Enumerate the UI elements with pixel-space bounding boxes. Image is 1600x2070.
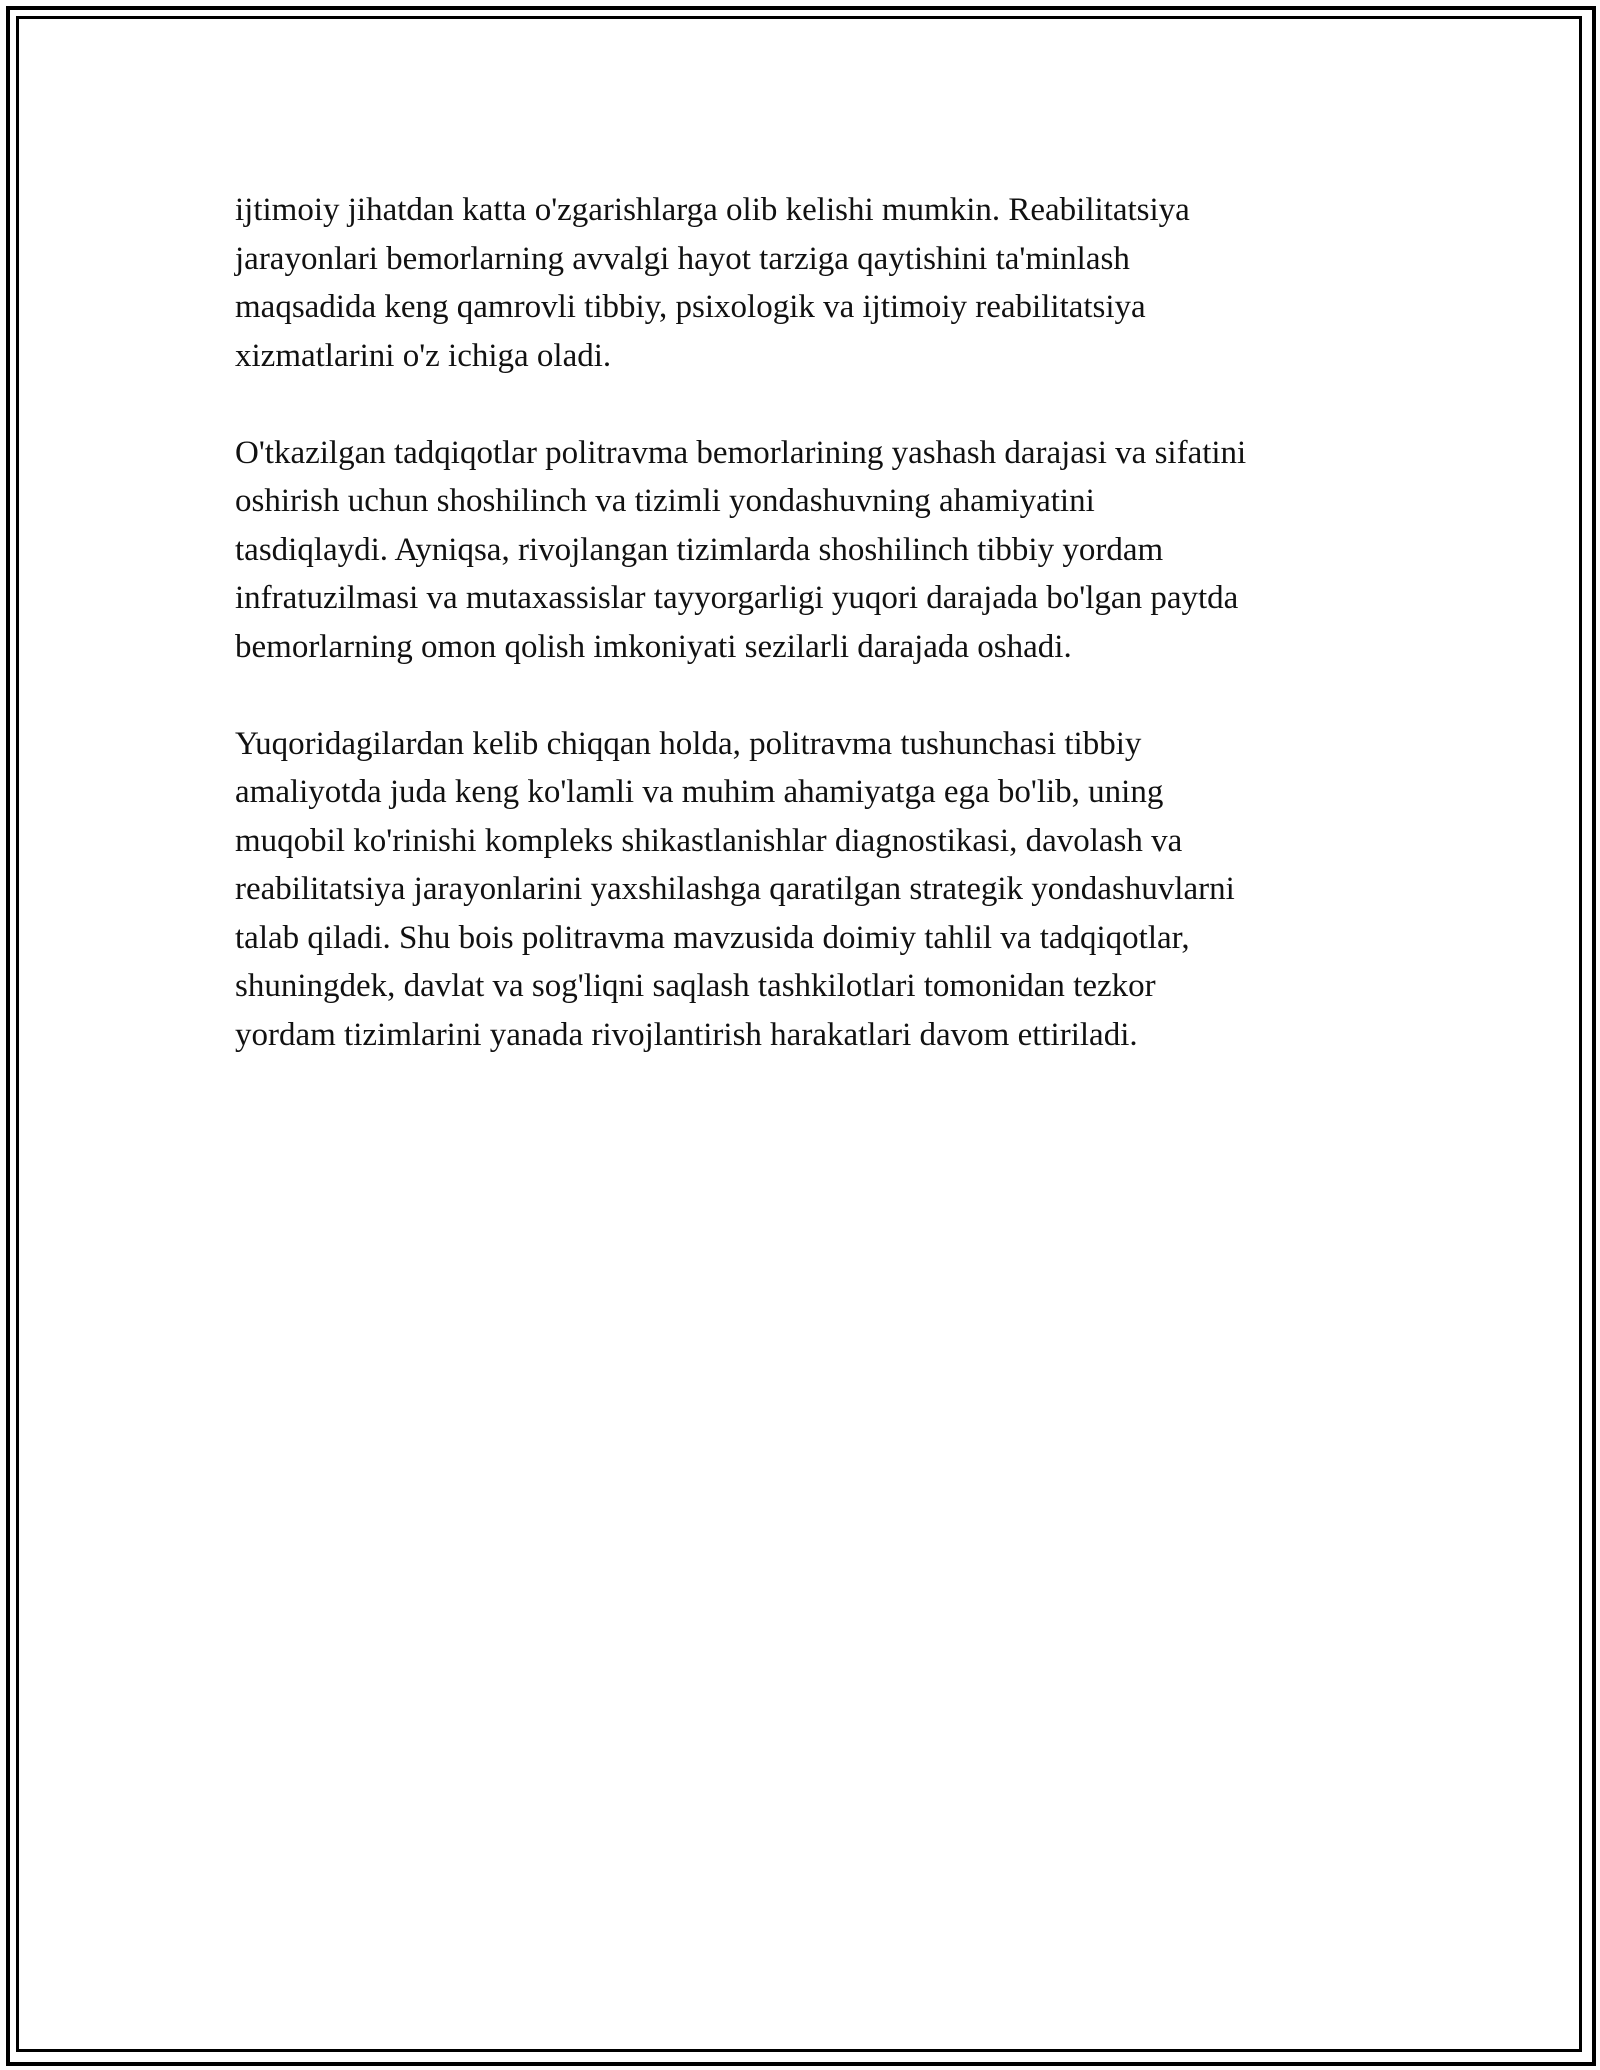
text-line: ijtimoiy jihatdan katta o'zgarishlarga olib kelishi mumkin. Reabilitatsiya bbox=[235, 192, 1190, 228]
text-line: Yuqoridagilardan kelib chiqqan holda, politravma tushunchasi tibbiy bbox=[235, 725, 1142, 762]
text-line: muqobil ko'rinishi kompleks shikastlanishlar diagnostikasi, davolash va bbox=[235, 822, 1183, 859]
text-line: jarayonlari bemorlarning avvalgi hayot tarziga qaytishini ta'minlash bbox=[235, 240, 1130, 277]
paragraph-3 bbox=[235, 720, 1370, 1060]
paragraph-1 bbox=[235, 186, 1370, 380]
paragraph-2 bbox=[235, 429, 1370, 672]
text-line: O'tkazilgan tadqiqotlar politravma bemorlarining yashash darajasi va sifatini bbox=[235, 434, 1247, 471]
text-line: amaliyotda juda keng ko'lamli va muhim ahamiyatga ega bo'lib, uning bbox=[235, 774, 1164, 810]
text-line: tasdiqlaydi. Ayniqsa, rivojlangan tizimlarda shoshilinch tibbiy yordam bbox=[235, 531, 1164, 568]
document-body bbox=[235, 186, 1370, 1108]
text-line: yordam tizimlarini yanada rivojlantirish harakatlari davom ettiriladi. bbox=[235, 1016, 1138, 1053]
text-line: oshirish uchun shoshilinch va tizimli yondashuvning ahamiyatini bbox=[235, 483, 1095, 519]
text-line: reabilitatsiya jarayonlarini yaxshilashga qaratilgan strategik yondashuvlarni bbox=[235, 871, 1235, 907]
text-line: infratuzilmasi va mutaxassislar tayyorgarligi yuqori darajada bo'lgan paytda bbox=[235, 580, 1239, 616]
text-line: xizmatlarini o'z ichiga oladi. bbox=[235, 337, 612, 374]
text-line: bemorlarning omon qolish imkoniyati sezilarli darajada oshadi. bbox=[235, 628, 1072, 665]
text-line: shuningdek, davlat va sog'liqni saqlash tashkilotlari tomonidan tezkor bbox=[235, 968, 1156, 1004]
text-line: talab qiladi. Shu bois politravma mavzusida doimiy tahlil va tadqiqotlar, bbox=[235, 919, 1190, 956]
text-line: maqsadida keng qamrovli tibbiy, psixologik va ijtimoiy reabilitatsiya bbox=[235, 289, 1146, 325]
